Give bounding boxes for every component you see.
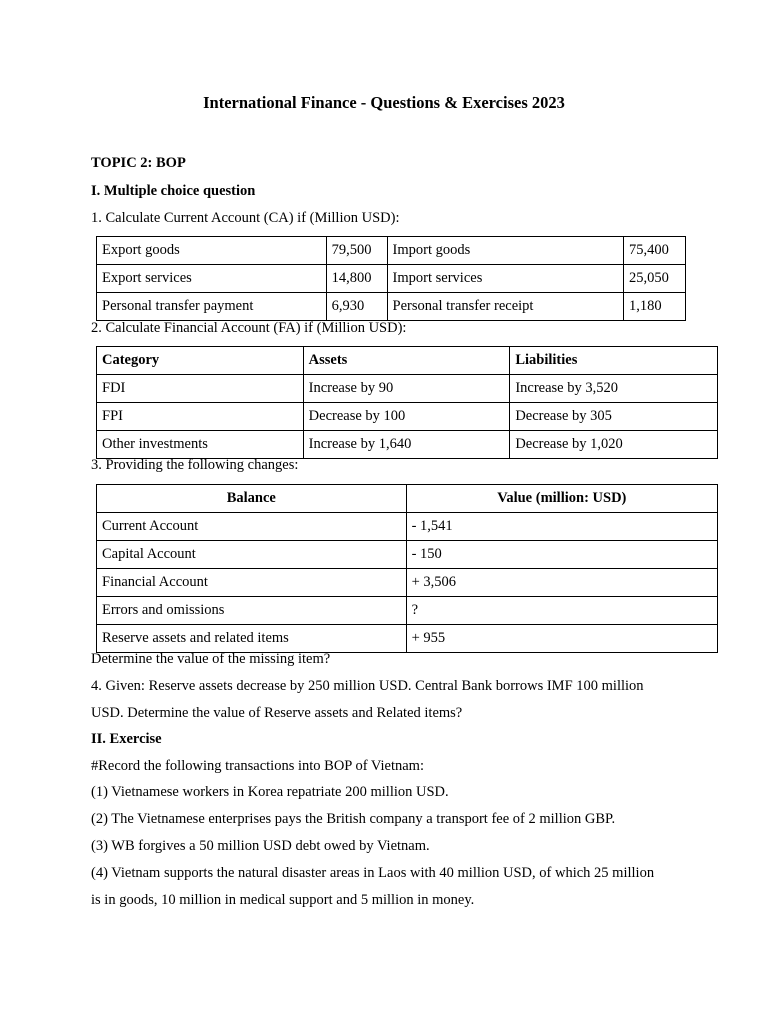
table-header: Category: [97, 347, 304, 375]
table-row: [97, 375, 718, 403]
table-cell: 79,500: [326, 237, 387, 265]
table-cell: Current Account: [97, 513, 407, 541]
table-cell: Decrease by 100: [303, 403, 510, 431]
document-title: International Finance - Questions & Exercises 2023: [203, 93, 565, 112]
table-cell: Capital Account: [97, 541, 407, 569]
section-heading-exercise: II. Exercise: [91, 731, 162, 747]
table-cell: Personal transfer payment: [97, 293, 327, 321]
exercise-item-4-line-2: is in goods, 10 million in medical support and 5 million in money.: [91, 892, 475, 908]
table-cell: Import services: [387, 265, 624, 293]
table-cell: Increase by 3,520: [510, 375, 718, 403]
table-cell: + 3,506: [406, 569, 717, 597]
table-row: [97, 597, 718, 625]
table-header: Assets: [303, 347, 510, 375]
question-2: 2. Calculate Financial Account (FA) if (Million USD):: [91, 320, 407, 336]
table-cell: - 150: [406, 541, 717, 569]
question-1: 1. Calculate Current Account (CA) if (Million USD):: [91, 210, 400, 226]
table-cell: Decrease by 1,020: [510, 431, 718, 459]
table-cell: Increase by 90: [303, 375, 510, 403]
table-header-row: [97, 347, 718, 375]
exercise-item-1: (1) Vietnamese workers in Korea repatriate 200 million USD.: [91, 784, 449, 800]
table-cell: Personal transfer receipt: [387, 293, 624, 321]
table-cell: Increase by 1,640: [303, 431, 510, 459]
table-header: Balance: [97, 485, 407, 513]
table-cell: FPI: [97, 403, 304, 431]
table-row: [97, 513, 718, 541]
table-row: [97, 237, 686, 265]
topic-heading: TOPIC 2: BOP: [91, 155, 186, 171]
table-cell: + 955: [406, 625, 717, 653]
exercise-item-2: (2) The Vietnamese enterprises pays the British company a transport fee of 2 million GBP.: [91, 811, 616, 827]
table-cell: 14,800: [326, 265, 387, 293]
table-cell: Import goods: [387, 237, 624, 265]
question-3-followup: Determine the value of the missing item?: [91, 651, 331, 667]
table-cell: Decrease by 305: [510, 403, 718, 431]
table-cell: 1,180: [624, 293, 686, 321]
table-cell: 75,400: [624, 237, 686, 265]
table-cell: Export services: [97, 265, 327, 293]
table-cell: Financial Account: [97, 569, 407, 597]
question-4-line-1: 4. Given: Reserve assets decrease by 250 million USD. Central Bank borrows IMF 100 million: [91, 678, 644, 694]
table-cell: - 1,541: [406, 513, 717, 541]
exercise-item-4-line-1: (4) Vietnam supports the natural disaster areas in Laos with 40 million USD, of which 25 million: [91, 865, 655, 881]
financial-account-table: [96, 346, 718, 459]
table-cell: Export goods: [97, 237, 327, 265]
balance-changes-table: [96, 484, 718, 653]
question-4-line-2: USD. Determine the value of Reserve assets and Related items?: [91, 705, 463, 721]
table-row: [97, 541, 718, 569]
table-header: Liabilities: [510, 347, 718, 375]
exercise-intro: #Record the following transactions into BOP of Vietnam:: [91, 758, 424, 774]
table-cell: Reserve assets and related items: [97, 625, 407, 653]
section-heading-multiple-choice: I. Multiple choice question: [91, 183, 256, 199]
table-cell: ?: [406, 597, 717, 625]
table-header: Value (million: USD): [406, 485, 717, 513]
table-row: [97, 403, 718, 431]
table-row: [97, 431, 718, 459]
exercise-item-3: (3) WB forgives a 50 million USD debt owed by Vietnam.: [91, 838, 430, 854]
table-row: [97, 569, 718, 597]
current-account-table: [96, 236, 686, 321]
table-cell: Other investments: [97, 431, 304, 459]
table-header-row: [97, 485, 718, 513]
question-3: 3. Providing the following changes:: [91, 457, 299, 473]
table-cell: 6,930: [326, 293, 387, 321]
table-row: [97, 265, 686, 293]
table-cell: 25,050: [624, 265, 686, 293]
table-cell: FDI: [97, 375, 304, 403]
table-row: [97, 625, 718, 653]
table-row: [97, 293, 686, 321]
table-cell: Errors and omissions: [97, 597, 407, 625]
